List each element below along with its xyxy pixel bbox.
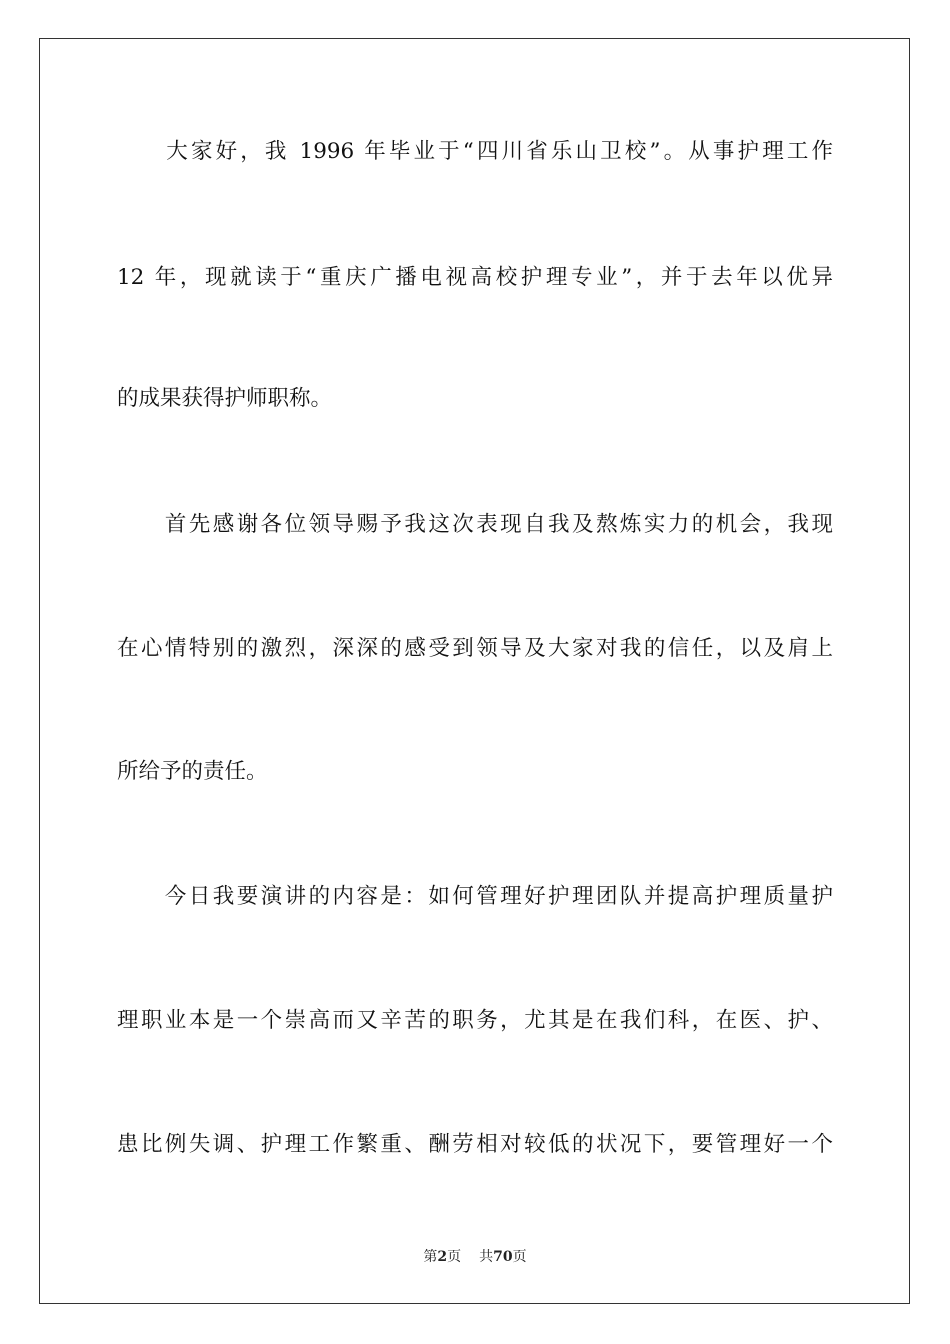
paragraph-2-line-1: 首先感谢各位领导赐予我这次表现自我及熬炼实力的机会，我现 (117, 512, 833, 537)
paragraph-3-line-3: 患比例失调、护理工作繁重、酬劳相对较低的状况下，要管理好一个 (117, 1132, 833, 1157)
page-prefix: 第 (423, 1249, 438, 1265)
page-footer (0, 1248, 950, 1266)
paragraph-1-line-1: 大家好，我 1996 年毕业于“四川省乐山卫校”。从事护理工作 (117, 139, 833, 164)
paragraph-3-line-2: 理职业本是一个崇高而又辛苦的职务，尤其是在我们科，在医、护、 (117, 1008, 833, 1033)
paragraph-2-line-2: 在心情特别的激烈，深深的感受到领导及大家对我的信任，以及肩上 (117, 636, 833, 661)
current-page-number: 2 (437, 1249, 448, 1265)
page-border (39, 38, 910, 1304)
paragraph-1-line-2: 12 年，现就读于“重庆广播电视高校护理专业”，并于去年以优异 (117, 265, 833, 290)
total-prefix: 共 (479, 1249, 494, 1265)
paragraph-3-line-1: 今日我要演讲的内容是：如何管理好护理团队并提高护理质量护 (117, 884, 833, 909)
paragraph-1-line-3: 的成果获得护师职称。 (117, 386, 333, 411)
total-suffix: 页 (512, 1249, 527, 1265)
page-suffix: 页 (447, 1249, 462, 1265)
total-pages-number: 70 (493, 1249, 513, 1265)
paragraph-2-line-3: 所给予的责任。 (117, 759, 268, 784)
